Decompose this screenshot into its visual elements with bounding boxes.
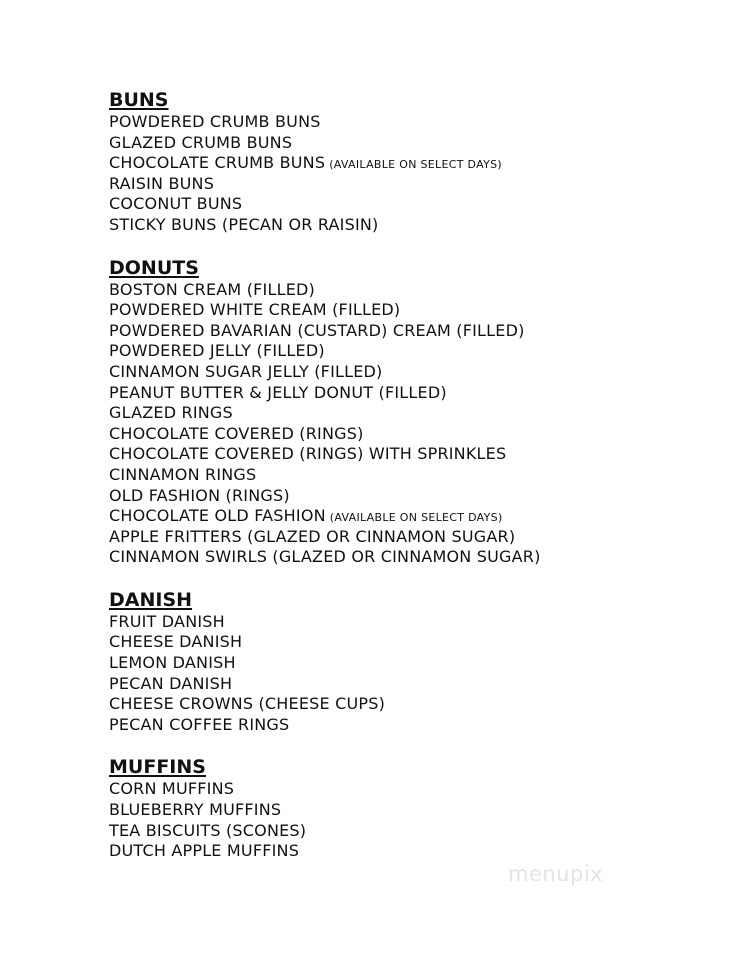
menu-item: [109, 403, 709, 424]
menu-item: [109, 674, 709, 695]
menu-item: [109, 341, 709, 362]
menu-item: [109, 465, 709, 486]
item-name: CHEESE CROWNS (CHEESE CUPS): [109, 694, 386, 714]
menu-document: [109, 88, 709, 862]
menu-item: [109, 506, 709, 527]
item-name: POWDERED JELLY (FILLED): [109, 341, 325, 361]
menu-item: [109, 800, 709, 821]
item-name: POWDERED BAVARIAN (CUSTARD) CREAM (FILLED): [109, 320, 525, 340]
item-name: CHOCOLATE OLD FASHION: [109, 506, 326, 526]
menu-item: [109, 632, 709, 653]
menu-item: [109, 215, 709, 236]
item-name: STICKY BUNS (PECAN OR RAISIN): [109, 214, 379, 234]
item-name: POWDERED CRUMB BUNS: [109, 112, 321, 131]
menu-item: [109, 321, 709, 342]
menupix-watermark: menupix: [508, 862, 604, 886]
menu-item: [109, 694, 709, 715]
section-heading: DONUTS: [109, 256, 199, 279]
item-name: BLUEBERRY MUFFINS: [109, 800, 282, 820]
item-list: [109, 280, 709, 568]
menu-item: [109, 362, 709, 383]
item-name: PECAN DANISH: [109, 673, 233, 693]
menu-item: [109, 194, 709, 215]
menu-item: [109, 779, 709, 800]
menu-item: [109, 653, 709, 674]
item-name: BOSTON CREAM (FILLED): [109, 279, 315, 299]
item-name: PEANUT BUTTER & JELLY DONUT (FILLED): [109, 382, 447, 402]
item-list: [109, 112, 709, 236]
item-name: LEMON DANISH: [109, 653, 236, 673]
item-name: GLAZED RINGS: [109, 403, 233, 423]
menu-item: [109, 821, 709, 842]
menu-item: [109, 383, 709, 404]
item-name: CINNAMON SWIRLS (GLAZED OR CINNAMON SUGAR): [109, 547, 541, 567]
section-heading: DANISH: [109, 588, 193, 611]
menu-item: [109, 486, 709, 507]
section-heading: MUFFINS: [109, 756, 206, 779]
item-name: DUTCH APPLE MUFFINS: [109, 841, 300, 861]
section-muffins: [109, 755, 709, 861]
item-name: RAISIN BUNS: [109, 173, 215, 193]
item-name: COCONUT BUNS: [109, 194, 243, 214]
menu-item: [109, 444, 709, 465]
item-name: TEA BISCUITS (SCONES): [109, 820, 307, 840]
section-donuts: [109, 256, 709, 568]
menu-item: [109, 547, 709, 568]
item-name: CINNAMON SUGAR JELLY (FILLED): [109, 361, 383, 381]
menu-item: [109, 112, 709, 133]
section-heading: BUNS: [109, 89, 169, 111]
menu-item: [109, 527, 709, 548]
item-name: APPLE FRITTERS (GLAZED OR CINNAMON SUGAR): [109, 526, 516, 546]
item-name: CORN MUFFINS: [109, 779, 235, 799]
section-buns: [109, 88, 709, 236]
item-note: (AVAILABLE ON SELECT DAYS): [329, 158, 502, 172]
menu-item: [109, 841, 709, 862]
menu-item: [109, 300, 709, 321]
item-name: CHOCOLATE COVERED (RINGS) WITH SPRINKLES: [109, 444, 507, 464]
item-name: FRUIT DANISH: [109, 611, 225, 631]
menu-item: [109, 424, 709, 445]
item-list: [109, 612, 709, 736]
menu-item: [109, 715, 709, 736]
section-danish: [109, 588, 709, 736]
item-name: POWDERED WHITE CREAM (FILLED): [109, 300, 401, 320]
menu-item: [109, 280, 709, 301]
menu-item: [109, 612, 709, 633]
item-list: [109, 779, 709, 861]
item-name: CHOCOLATE COVERED (RINGS): [109, 423, 364, 443]
item-name: CHOCOLATE CRUMB BUNS: [109, 153, 326, 173]
item-name: GLAZED CRUMB BUNS: [109, 132, 293, 152]
menu-item: [109, 174, 709, 195]
item-note: (AVAILABLE ON SELECT DAYS): [329, 511, 503, 525]
item-name: CHEESE DANISH: [109, 632, 243, 652]
item-name: PECAN COFFEE RINGS: [109, 714, 290, 734]
menu-item: [109, 133, 709, 154]
item-name: OLD FASHION (RINGS): [109, 485, 290, 505]
menu-item: [109, 153, 709, 174]
item-name: CINNAMON RINGS: [109, 464, 257, 484]
